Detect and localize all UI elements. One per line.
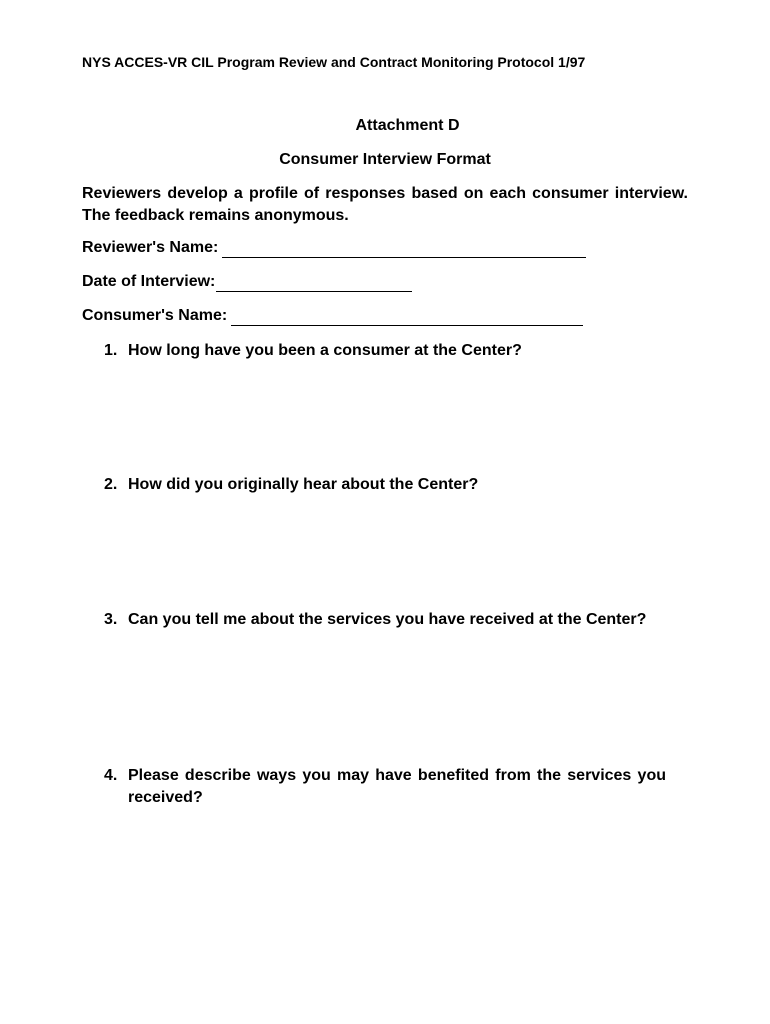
question-2 bbox=[104, 474, 666, 496]
question-number: 3. bbox=[104, 611, 118, 628]
question-number: 1. bbox=[104, 342, 118, 359]
question-4 bbox=[104, 765, 666, 809]
question-3 bbox=[104, 609, 666, 631]
question-text: Can you tell me about the services you have received at the Center? bbox=[128, 611, 647, 628]
question-1 bbox=[104, 340, 666, 362]
question-text: How did you originally hear about the Center? bbox=[128, 476, 479, 493]
consumer-name-field bbox=[82, 306, 583, 326]
consumer-name-blank-line[interactable] bbox=[231, 309, 583, 326]
attachment-heading: Attachment D bbox=[355, 117, 460, 134]
consumer-name-label: Consumer's Name: bbox=[82, 307, 228, 324]
question-number: 4. bbox=[104, 767, 118, 784]
reviewer-name-field bbox=[82, 238, 586, 258]
interview-date-field bbox=[82, 272, 412, 292]
interview-date-label: Date of Interview: bbox=[82, 273, 216, 290]
interview-date-blank-line[interactable] bbox=[216, 275, 412, 292]
question-text: How long have you been a consumer at the Center? bbox=[128, 342, 522, 359]
reviewer-name-label: Reviewer's Name: bbox=[82, 239, 219, 256]
question-number: 2. bbox=[104, 476, 118, 493]
document-title: Consumer Interview Format bbox=[279, 151, 491, 168]
page-header: NYS ACCES-VR CIL Program Review and Contract Monitoring Protocol 1/97 bbox=[82, 54, 586, 70]
question-text: Please describe ways you may have benefited from the services you received? bbox=[128, 767, 666, 806]
reviewer-name-blank-line[interactable] bbox=[222, 241, 586, 258]
intro-paragraph: Reviewers develop a profile of responses based on each consumer interview. The feedback remains anonymous. bbox=[82, 185, 688, 224]
